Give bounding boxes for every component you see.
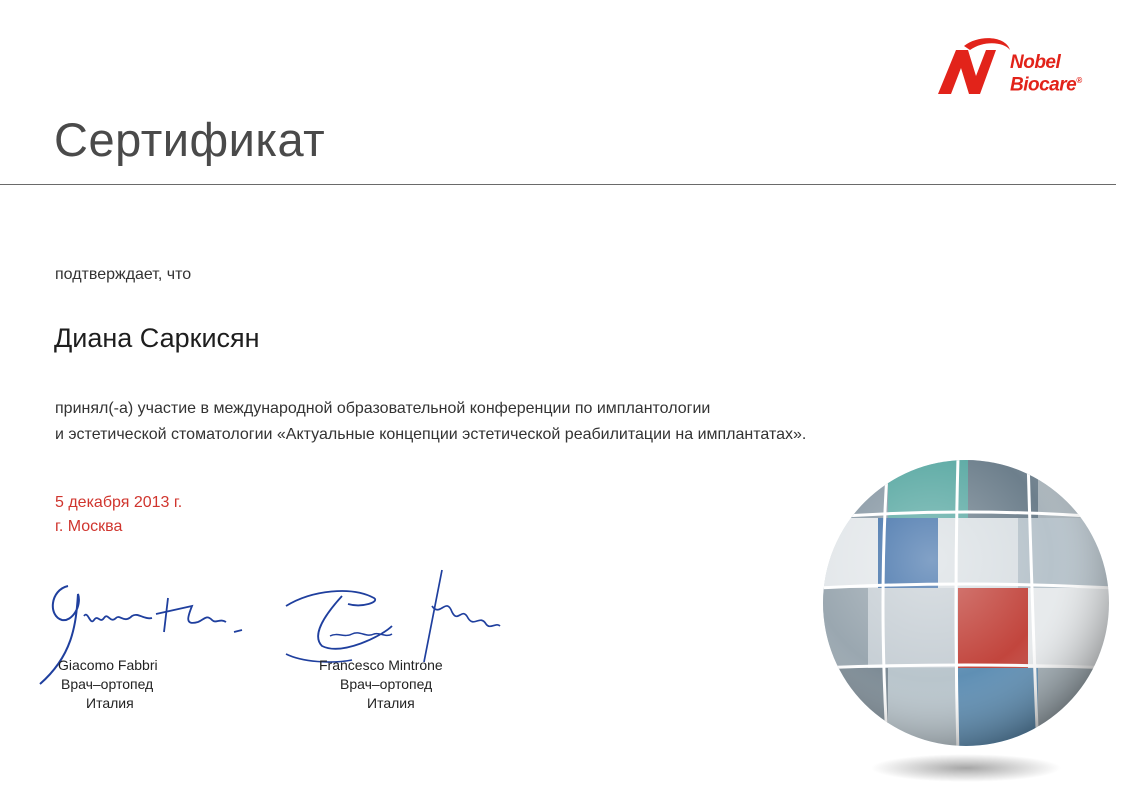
logo-registered-mark: ® — [1076, 76, 1082, 85]
signatory-1-name: Giacomo Fabbri — [58, 657, 158, 673]
participation-line-1: принял(-а) участие в международной образовательной конференции по имплантологии — [55, 400, 711, 417]
photo-collage-globe — [818, 458, 1114, 788]
participation-text — [55, 396, 806, 448]
nobel-biocare-mark-icon — [934, 36, 1014, 106]
event-city: г. Москва — [55, 518, 123, 535]
logo-wordmark — [1010, 54, 1082, 94]
participation-line-2: и эстетической стоматологии «Актуальные концепции эстетической реабилитации на имплантатах». — [55, 426, 807, 443]
event-date: 5 декабря 2013 г. — [55, 494, 183, 511]
title-divider — [0, 184, 1116, 185]
nobel-biocare-logo — [934, 36, 1104, 106]
signatory-2 — [319, 656, 443, 713]
signatory-2-name: Francesco Mintrone — [319, 657, 443, 673]
signatory-1 — [58, 656, 158, 713]
certificate-title: Сертификат — [54, 113, 326, 166]
recipient-name: Диана Саркисян — [54, 323, 260, 353]
signatory-1-country: Италия — [86, 695, 134, 711]
logo-line-1: Nobel — [1010, 52, 1061, 73]
signatory-2-country: Италия — [367, 695, 415, 711]
signatory-1-role: Врач–ортопед — [61, 676, 154, 692]
confirms-text: подтверждает, что — [55, 266, 192, 283]
signatory-2-role: Врач–ортопед — [340, 676, 433, 692]
logo-line-2: Biocare — [1010, 74, 1077, 96]
